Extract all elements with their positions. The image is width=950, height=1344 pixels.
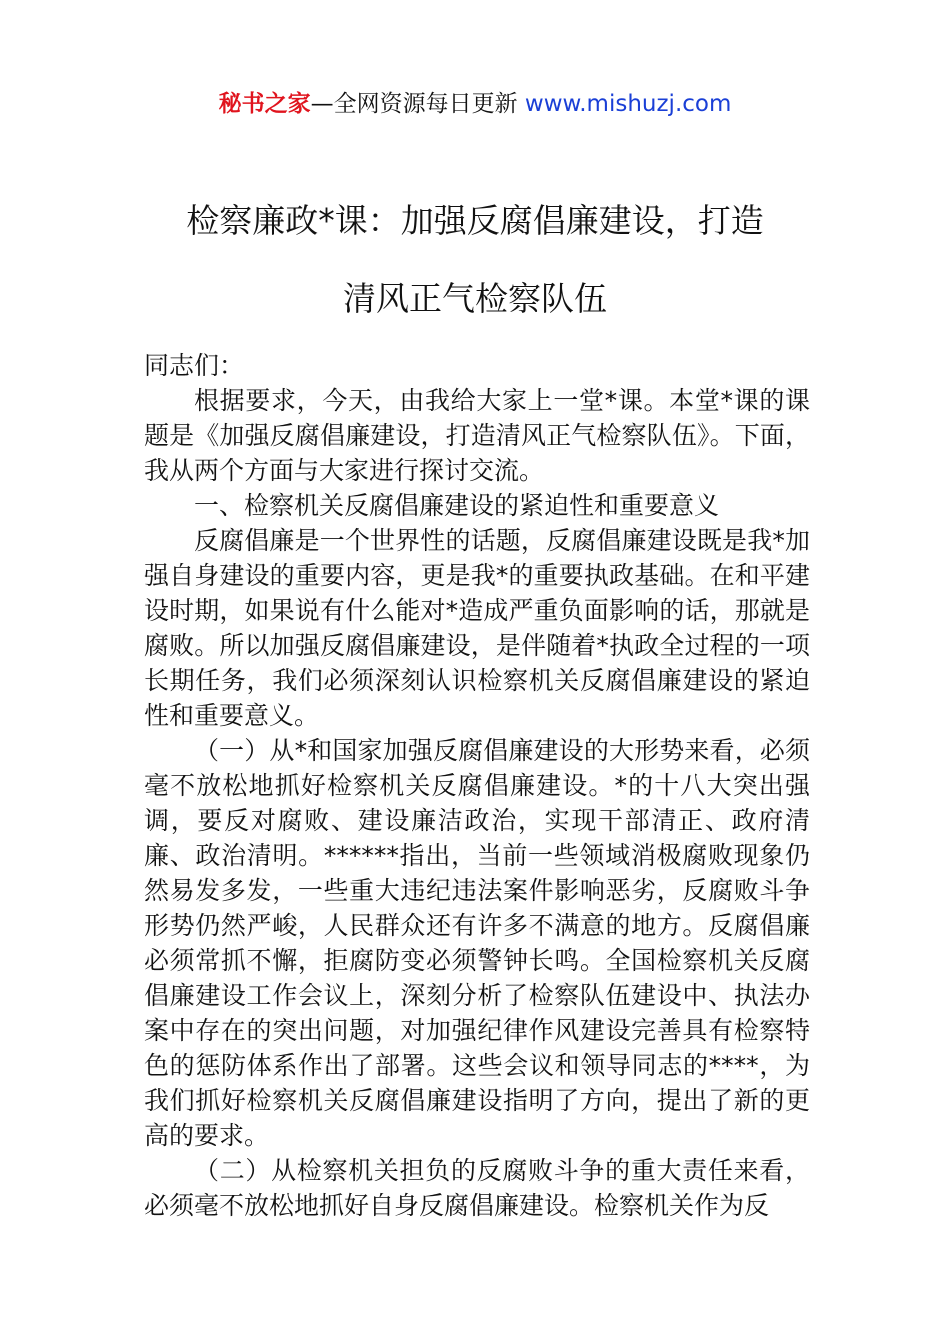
paragraph-point-2: （二）从检察机关担负的反腐败斗争的重大责任来看，必须毫不放松地抓好自身反腐倡廉建设。检察机关作为反 <box>144 1156 810 1220</box>
brand-name: 秘书之家 <box>218 91 311 117</box>
salutation: 同志们： <box>144 351 245 380</box>
header-tagline: —全网资源每日更新 <box>310 91 525 117</box>
document-title <box>120 182 830 338</box>
paragraph-intro: 根据要求，今天，由我给大家上一堂*课。本堂*课的课题是《加强反腐倡廉建设，打造清风正气检察队伍》。下面，我从两个方面与大家进行探讨交流。 <box>144 386 810 485</box>
section-heading-1: 一、检察机关反腐倡廉建设的紧迫性和重要意义 <box>194 491 720 520</box>
site-header <box>0 88 950 120</box>
title-line-2: 清风正气检察队伍 <box>343 279 607 318</box>
paragraph-point-1: （一）从*和国家加强反腐倡廉建设的大形势来看，必须毫不放松地抓好检察机关反腐倡廉建设。*的十八大突出强调，要反对腐败、建设廉洁政治，实现干部清正、政府清廉、政治清明。******指出，当前一些领域消极腐败现象仍然易发多发，一些重大违纪违法案件影响恶劣，反腐败斗争形势仍然严峻，人民群众还有许多不满意的地方。反腐倡廉必须常抓不懈，拒腐防变必须警钟长鸣。全国检察机关反腐倡廉建设工作会议上，深刻分析了检察队伍建设中、执法办案中存在的突出问题，对加强纪律作风建设完善具有检察特色的惩防体系作出了部署。这些会议和领导同志的****，为我们抓好检察机关反腐倡廉建设指明了方向，提出了新的更高的要求。 <box>144 736 810 1150</box>
paragraph-significance: 反腐倡廉是一个世界性的话题，反腐倡廉建设既是我*加强自身建设的重要内容，更是我*的重要执政基础。在和平建设时期，如果说有什么能对*造成严重负面影响的话，那就是腐败。所以加强反腐倡廉建设，是伴随着*执政全过程的一项长期任务，我们必须深刻认识检察机关反腐倡廉建设的紧迫性和重要意义。 <box>144 526 810 730</box>
document-body <box>144 348 810 1223</box>
title-line-1: 检察廉政*课：加强反腐倡廉建设，打造 <box>186 201 764 240</box>
site-url-link[interactable]: www.mishuzj.com <box>524 91 732 117</box>
